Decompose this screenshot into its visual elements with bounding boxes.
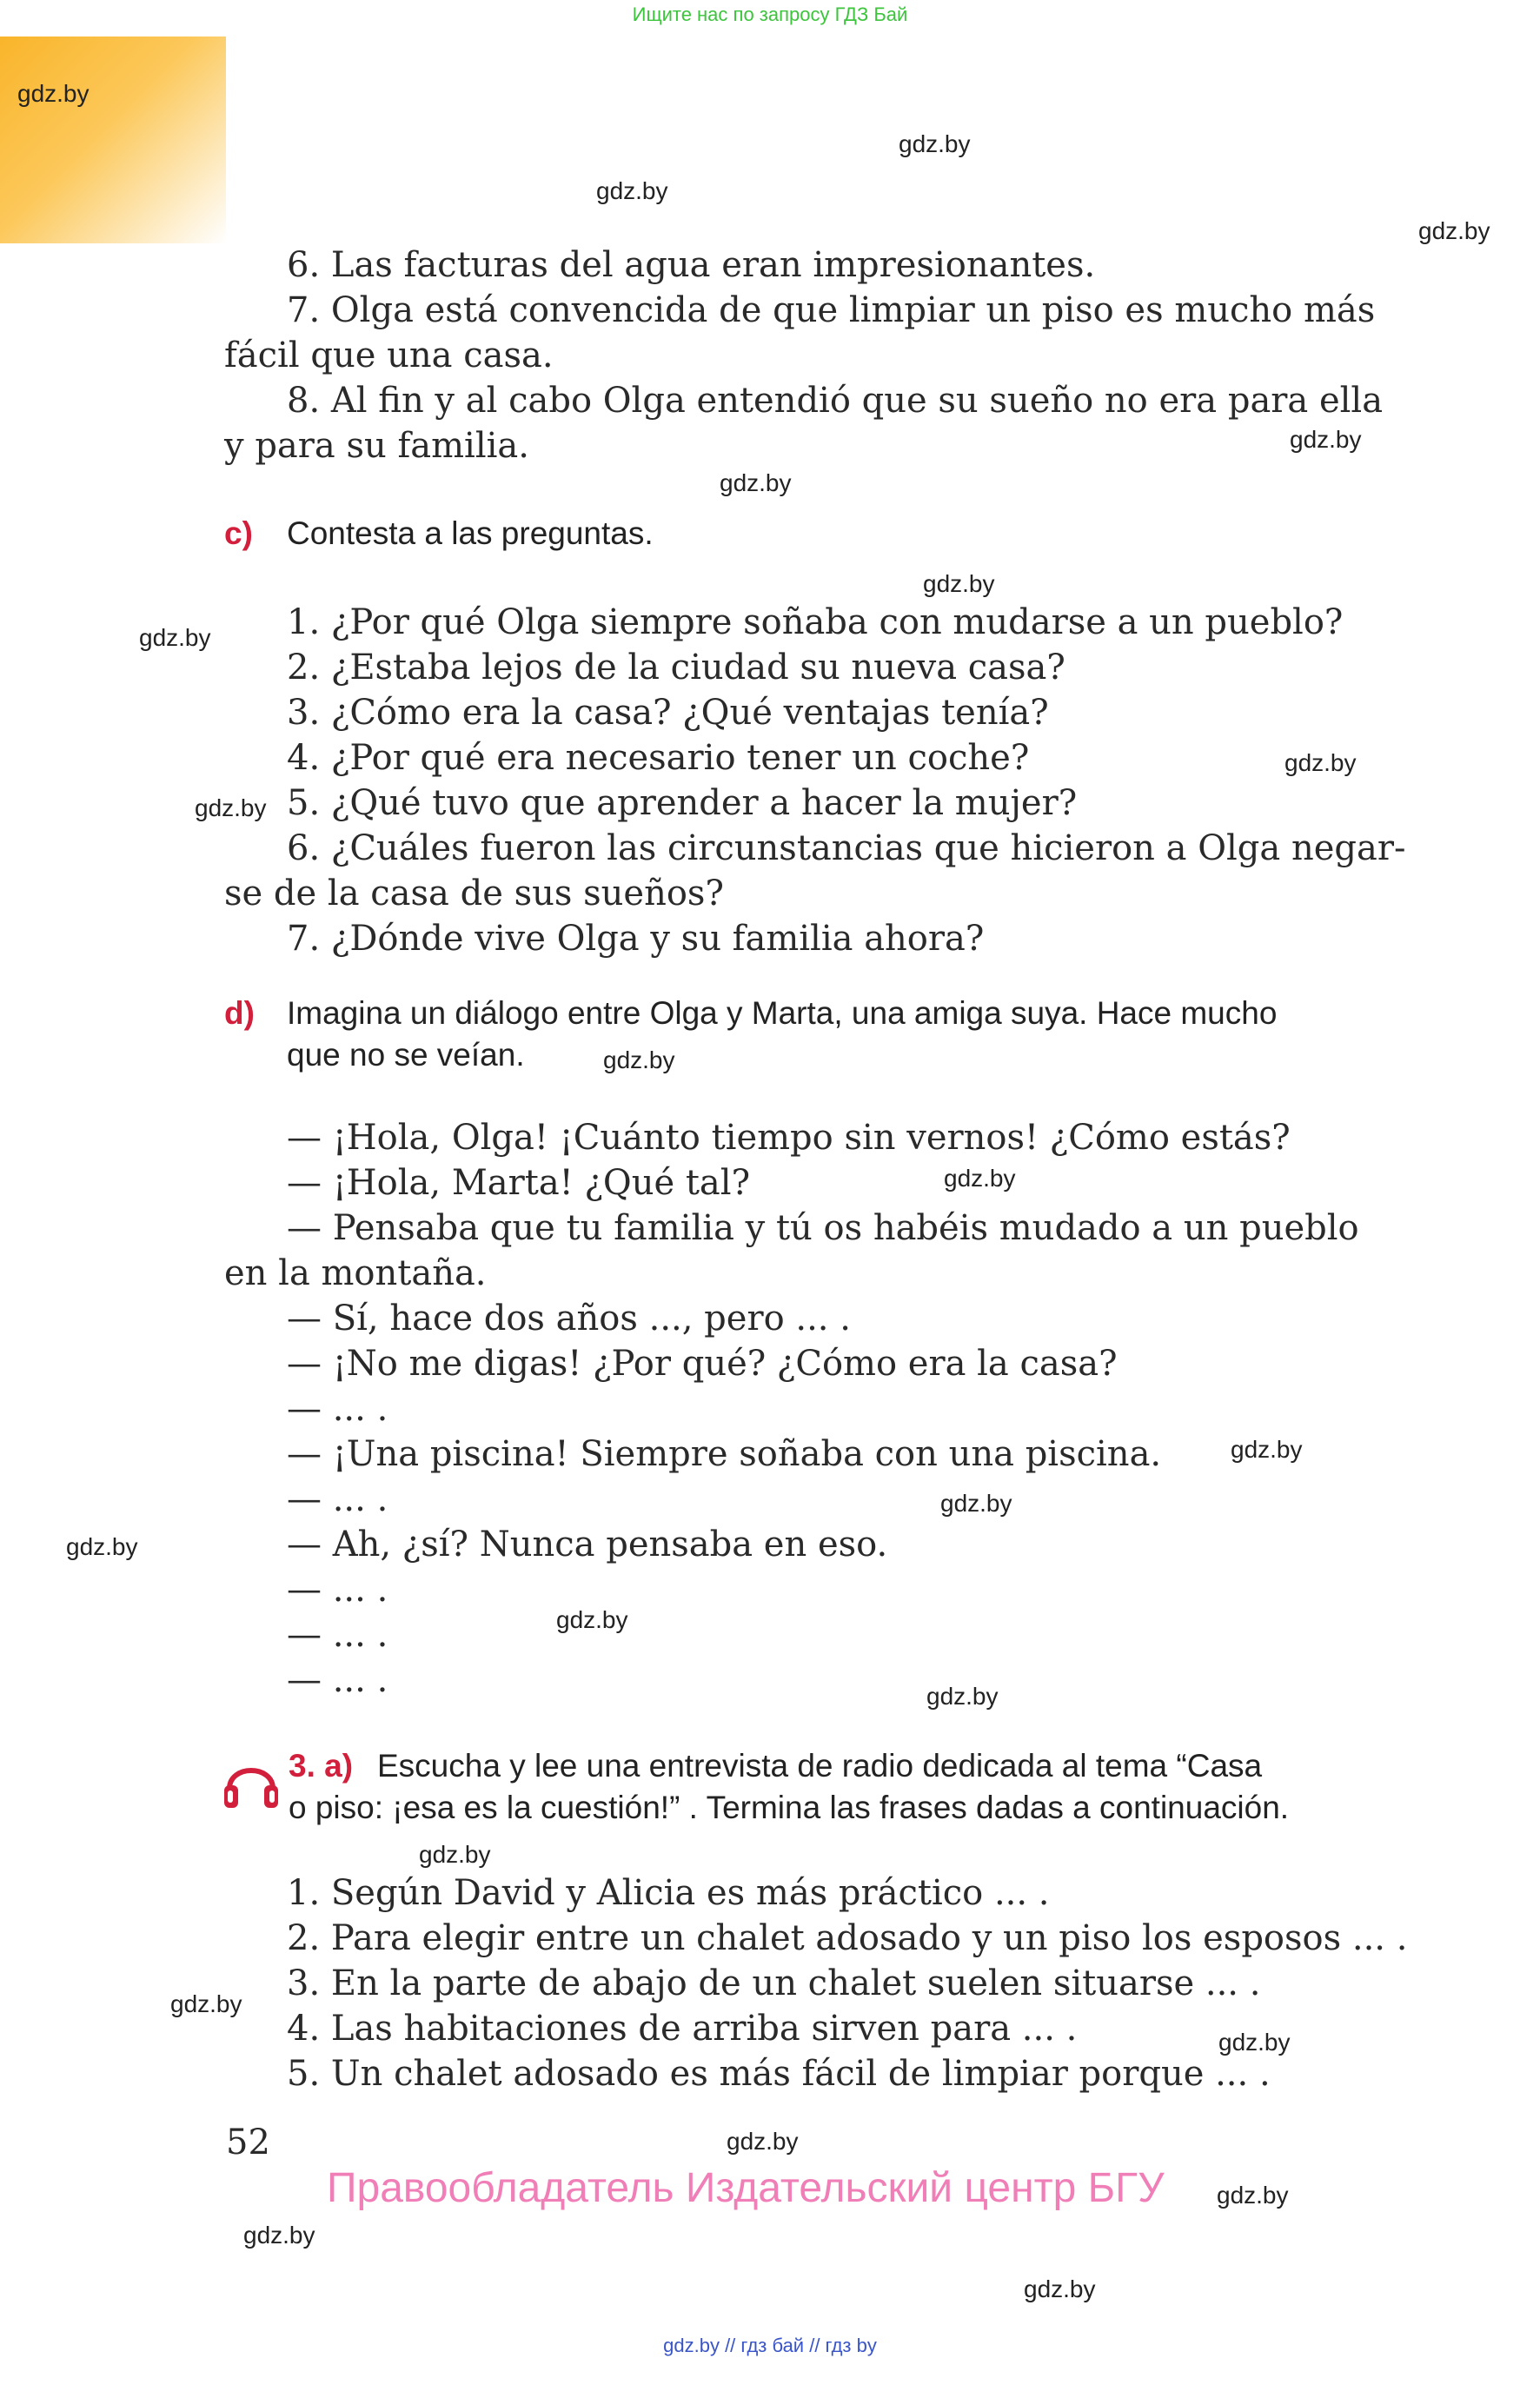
watermark: gdz.by [603, 1046, 675, 1073]
list-item: 8. Al fin y al cabo Olga entendió que su sueño no era para ella [287, 381, 1384, 421]
watermark: gdz.by [944, 1165, 1016, 1192]
list-item: 6. ¿Cuáles fueron las circunstancias que hicieron a Olga negar- [287, 828, 1406, 868]
watermark: gdz.by [17, 80, 90, 107]
watermark: gdz.by [926, 1683, 999, 1710]
dialogue-line: — ... . [287, 1660, 388, 1700]
list-item: 1. Según David y Alicia es más práctico ... . [287, 1873, 1050, 1913]
top-note: Ищите нас по запросу ГДЗ Бай [632, 3, 908, 25]
bottom-note: gdz.by // гдз бай // гдз by [663, 2335, 877, 2356]
watermark: gdz.by [899, 130, 971, 157]
watermark: gdz.by [940, 1490, 1012, 1517]
watermark: gdz.by [195, 794, 267, 821]
section-c-instruction: Contesta a las preguntas. [287, 515, 654, 551]
dialogue-line: — ¡Hola, Marta! ¿Qué tal? [287, 1163, 751, 1203]
dialogue-line: — ¡Una piscina! Siempre soñaba con una piscina. [287, 1434, 1162, 1474]
watermark: gdz.by [1024, 2275, 1096, 2302]
dialogue-line: — Ah, ¿sí? Nunca pensaba en eso. [287, 1525, 888, 1565]
dialogue-line: — ¡No me digas! ¿Por qué? ¿Cómo era la casa? [287, 1344, 1118, 1384]
section-c-label: c) [224, 515, 253, 551]
watermark: gdz.by [1231, 1436, 1303, 1463]
watermark: gdz.by [243, 2222, 315, 2249]
watermark: gdz.by [1217, 2182, 1289, 2209]
watermark: gdz.by [720, 469, 792, 496]
list-item: 7. Olga está convencida de que limpiar un piso es mucho más [287, 290, 1376, 330]
list-item: 5. ¿Qué tuvo que aprender a hacer la mujer? [287, 783, 1078, 823]
watermark: gdz.by [170, 1990, 242, 2017]
list-item: 3. ¿Cómo era la casa? ¿Qué ventajas tenía? [287, 693, 1049, 733]
watermark: gdz.by [923, 570, 995, 597]
exercise-3-label: 3. a) [289, 1748, 354, 1784]
exercise-3-instruction: o piso: ¡esa es la cuestión!” . Termina las frases dadas a continuación. [289, 1790, 1290, 1825]
dialogue-line: en la montaña. [224, 1253, 487, 1293]
list-item: 7. ¿Dónde vive Olga y su familia ahora? [287, 919, 985, 959]
list-item: 2. Para elegir entre un chalet adosado y un piso los esposos ... . [287, 1918, 1408, 1958]
watermark: gdz.by [1218, 2029, 1291, 2056]
list-item: se de la casa de sus sueños? [224, 874, 724, 913]
watermark: gdz.by [66, 1533, 138, 1560]
list-item: 4. ¿Por qué era necesario tener un coche? [287, 738, 1030, 778]
dialogue-line: — ... . [287, 1479, 388, 1519]
watermark: gdz.by [419, 1841, 491, 1868]
dialogue-line: — ... . [287, 1615, 388, 1655]
dialogue-line: — Pensaba que tu familia y tú os habéis mudado a un pueblo [287, 1208, 1359, 1248]
dialogue-line: — ¡Hola, Olga! ¡Cuánto tiempo sin vernos! ¿Cómo estás? [287, 1118, 1291, 1158]
section-d-instruction: que no se veían. [287, 1037, 525, 1073]
watermark: gdz.by [556, 1606, 628, 1633]
list-item: 2. ¿Estaba lejos de la ciudad su nueva casa? [287, 648, 1065, 688]
watermark: gdz.by [1290, 426, 1362, 453]
dialogue-line: — ... . [287, 1570, 388, 1610]
list-item: 3. En la parte de abajo de un chalet suelen situarse ... . [287, 1963, 1261, 2003]
watermark: gdz.by [1418, 217, 1490, 244]
list-item: 1. ¿Por qué Olga siempre soñaba con mudarse a un pueblo? [287, 602, 1344, 642]
rights-holder: Правообладатель Издательский центр БГУ [327, 2165, 1165, 2211]
dialogue-line: — ... . [287, 1389, 388, 1429]
list-item: fácil que una casa. [224, 335, 554, 375]
section-d-instruction: Imagina un diálogo entre Olga y Marta, una amiga suya. Hace mucho [287, 995, 1278, 1031]
section-d-label: d) [224, 995, 255, 1031]
watermark: gdz.by [596, 177, 668, 204]
watermark: gdz.by [139, 624, 211, 651]
list-item: y para su familia. [224, 426, 529, 466]
list-item: 4. Las habitaciones de arriba sirven para ... . [287, 2009, 1078, 2049]
headphones-icon [221, 1752, 282, 1810]
list-item: 5. Un chalet adosado es más fácil de limpiar porque ... . [287, 2054, 1271, 2094]
corner-decoration [0, 37, 226, 243]
dialogue-line: — Sí, hace dos años ..., pero ... . [287, 1299, 851, 1339]
page-number: 52 [226, 2123, 270, 2162]
watermark: gdz.by [1284, 749, 1357, 776]
watermark: gdz.by [727, 2128, 799, 2155]
list-item: 6. Las facturas del agua eran impresionantes. [287, 245, 1096, 285]
exercise-3-instruction: Escucha y lee una entrevista de radio dedicada al tema “Casa [377, 1748, 1263, 1784]
